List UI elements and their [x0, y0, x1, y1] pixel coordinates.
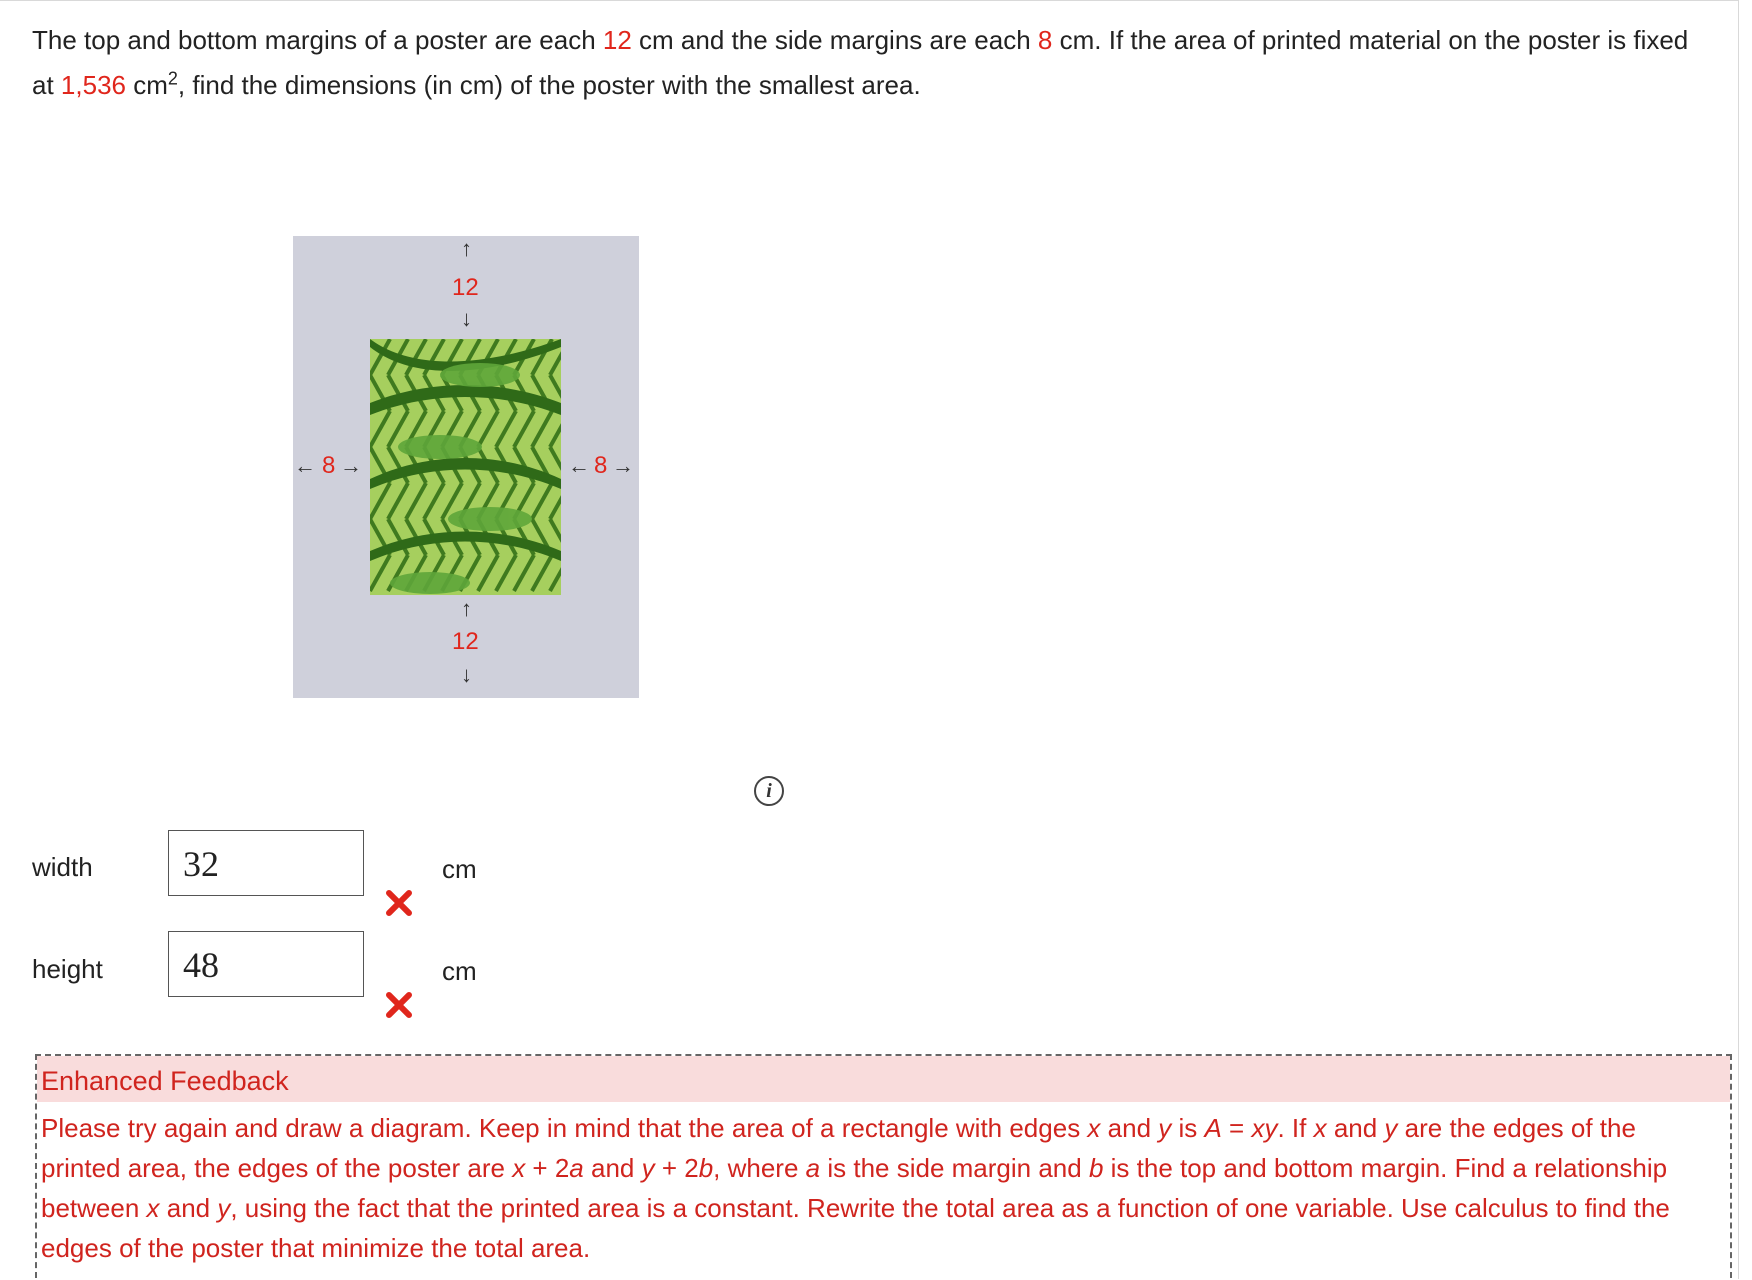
feedback-title: Enhanced Feedback	[37, 1056, 1730, 1102]
height-incorrect-icon	[384, 990, 414, 1020]
right-margin-arrow-left: ←	[568, 453, 590, 478]
question-text: The top and bottom margins of a poster are each 12 cm and the side margins are each 8 cm. If the area of printed material on the poster is fixed at 1,536 $cm^2$, find the dimensions (in cm) of the poster with the smallest area.	[32, 25, 1689, 100]
right-margin-label: 8	[594, 452, 608, 479]
width-incorrect-icon	[384, 888, 414, 918]
bottom-margin-arrow-up: ↑	[461, 596, 472, 621]
bottom-margin-label: 12	[452, 628, 479, 655]
left-margin-arrow-right: →	[340, 453, 362, 478]
side-margin-value: 8	[1037, 25, 1053, 55]
height-input[interactable]: 48	[168, 931, 364, 997]
left-margin-label: 8	[322, 452, 336, 479]
right-margin-arrow-right: →	[612, 453, 634, 478]
top-margin-arrow-up: ↑	[461, 236, 472, 261]
info-icon[interactable]: i	[754, 776, 784, 806]
enhanced-feedback-panel	[35, 1054, 1732, 1278]
width-label: width	[32, 852, 93, 882]
height-label: height	[32, 954, 103, 984]
leaf-pattern	[370, 339, 561, 595]
width-unit: cm	[442, 854, 477, 884]
top-margin-arrow-down: ↓	[461, 306, 472, 331]
feedback-text: Please try again and draw a diagram. Keep in mind that the area of a rectangle with edges x and y is A = xy. If x and y are the edges of the printed area, the edges of the poster are x + 2a and y + 2b, where a is the side margin and b is the top and bottom margin. Find a relationship between x and y, using the fact that the printed area is a constant. Rewrite the total area as a function of one variable. Use calculus to find the edges of the poster that minimize the total area.	[41, 1113, 1670, 1263]
printed-area	[370, 339, 561, 595]
width-input[interactable]: 32	[168, 830, 364, 896]
area-value: 1,536	[60, 70, 126, 100]
top-margin-label: 12	[452, 274, 479, 301]
top-margin-value: 12	[602, 25, 632, 55]
bottom-margin-arrow-down: ↓	[461, 662, 472, 687]
left-margin-arrow-left: ←	[294, 453, 316, 478]
height-unit: cm	[442, 956, 477, 986]
